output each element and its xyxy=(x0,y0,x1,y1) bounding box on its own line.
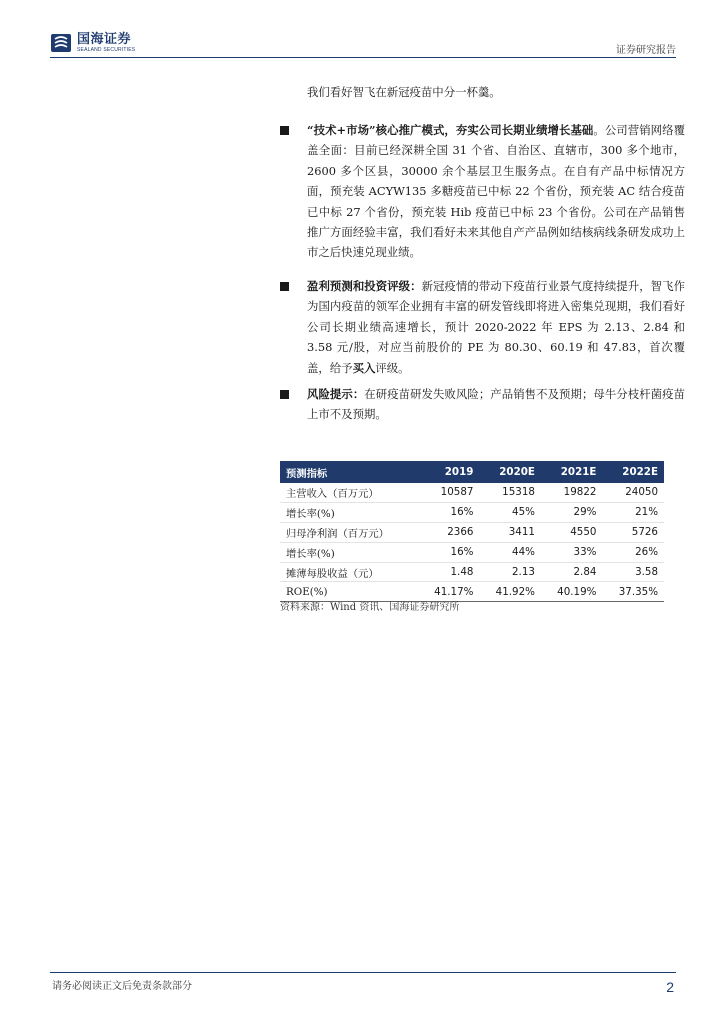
table-cell: 1.48 xyxy=(418,562,480,582)
paragraph-body: 新冠疫情的带动下疫苗行业景气度持续提升，智飞作为国内疫苗的领军企业拥有丰富的研发管线即将进入密集兑现期，我们看好公司长期业绩高速增长，预计 2020-2022 年 EPS 为 2.13、2.84 和 3.58 元/股，对应当前股价的 PE 为 80.30、60.19 和 47.83，首次覆盖，给予 xyxy=(307,279,685,375)
paragraph-forecast xyxy=(307,276,685,378)
table-row xyxy=(280,522,664,542)
table-cell: 2.84 xyxy=(541,562,603,582)
table-cell: 主营收入（百万元） xyxy=(280,483,418,502)
table-cell: 15318 xyxy=(479,483,541,502)
bullet-square-icon xyxy=(280,282,289,291)
table-cell: 44% xyxy=(479,542,541,562)
table-cell: 41.17% xyxy=(418,582,480,602)
forecast-table xyxy=(280,461,664,602)
table-row xyxy=(280,483,664,502)
table-cell: 21% xyxy=(602,502,664,522)
paragraph-heading: 风险提示： xyxy=(307,387,365,401)
table-header-cell: 2020E xyxy=(479,461,541,483)
table-source-note: 资料来源：Wind 资讯、国海证券研究所 xyxy=(280,602,460,613)
table-header-cell: 2021E xyxy=(541,461,603,483)
page-header xyxy=(50,30,676,62)
table-cell: 归母净利润（百万元） xyxy=(280,522,418,542)
table-cell: 增长率(%) xyxy=(280,502,418,522)
paragraph-tail: 评级。 xyxy=(375,360,410,375)
table-cell: 4550 xyxy=(541,522,603,542)
paragraph-body: 。公司营销网络覆盖全面：目前已经深耕全国 31 个省、自治区、直辖市，300 多个地市，2600 多个区县，30000 余个基层卫生服务点。在自有产品中标情况方面，预充装 ACYW135 多糖疫苗已中标 22 个省份，预充装 AC 结合疫苗已中标 27 个省份，预充装 Hib 疫苗已中标 23 个省份。公司在产品销售推广方面经验丰富，我们看好未来其他自产产品例如结核病线条研发成功上市之后快速兑现业绩。 xyxy=(307,123,685,260)
table-cell: 41.92% xyxy=(479,582,541,602)
table-cell: 45% xyxy=(479,502,541,522)
table-row xyxy=(280,562,664,582)
table-cell: 2.13 xyxy=(479,562,541,582)
table-cell: 33% xyxy=(541,542,603,562)
table-cell: 摊薄每股收益（元） xyxy=(280,562,418,582)
logo-name-en: SEALAND SECURITIES xyxy=(77,47,136,53)
footer-disclaimer: 请务必阅读正文后免责条款部分 xyxy=(52,981,192,992)
table-cell: ROE(%) xyxy=(280,582,418,602)
table-cell: 3411 xyxy=(479,522,541,542)
table-cell: 2366 xyxy=(418,522,480,542)
paragraph-body: 在研疫苗研发失败风险；产品销售不及预期；母牛分枝杆菌疫苗上市不及预期。 xyxy=(307,387,685,422)
table-header-cell: 预测指标 xyxy=(280,461,418,483)
table-cell: 29% xyxy=(541,502,603,522)
table-cell: 10587 xyxy=(418,483,480,502)
paragraph-marketing xyxy=(307,120,685,263)
table-cell: 增长率(%) xyxy=(280,542,418,562)
report-type-label: 证券研究报告 xyxy=(616,45,676,56)
logo-icon xyxy=(50,32,72,54)
table-cell: 26% xyxy=(602,542,664,562)
table-header-row xyxy=(280,461,664,483)
bullet-square-icon xyxy=(280,126,289,135)
footer-divider xyxy=(50,972,676,973)
table-cell: 24050 xyxy=(602,483,664,502)
bullet-square-icon xyxy=(280,390,289,399)
table-header-cell: 2019 xyxy=(418,461,480,483)
table-header-cell: 2022E xyxy=(602,461,664,483)
table-row xyxy=(280,542,664,562)
paragraph-risk xyxy=(307,384,685,425)
table-cell: 37.35% xyxy=(602,582,664,602)
header-divider xyxy=(50,57,676,58)
company-logo xyxy=(50,30,135,56)
page-number: 2 xyxy=(666,979,674,995)
rating-text: 买入 xyxy=(352,360,376,375)
paragraph-heading: 盈利预测和投资评级： xyxy=(307,279,422,293)
paragraph-heading: “技术+市场”核心推广模式，夯实公司长期业绩增长基础 xyxy=(307,123,594,137)
logo-name-cn: 国海证券 xyxy=(77,32,132,47)
intro-text: 我们看好智飞在新冠疫苗中分一杯羹。 xyxy=(307,85,501,99)
table-cell: 19822 xyxy=(541,483,603,502)
table-cell: 3.58 xyxy=(602,562,664,582)
table-row xyxy=(280,502,664,522)
table-cell: 16% xyxy=(418,542,480,562)
table-cell: 16% xyxy=(418,502,480,522)
table-cell: 5726 xyxy=(602,522,664,542)
table-cell: 40.19% xyxy=(541,582,603,602)
